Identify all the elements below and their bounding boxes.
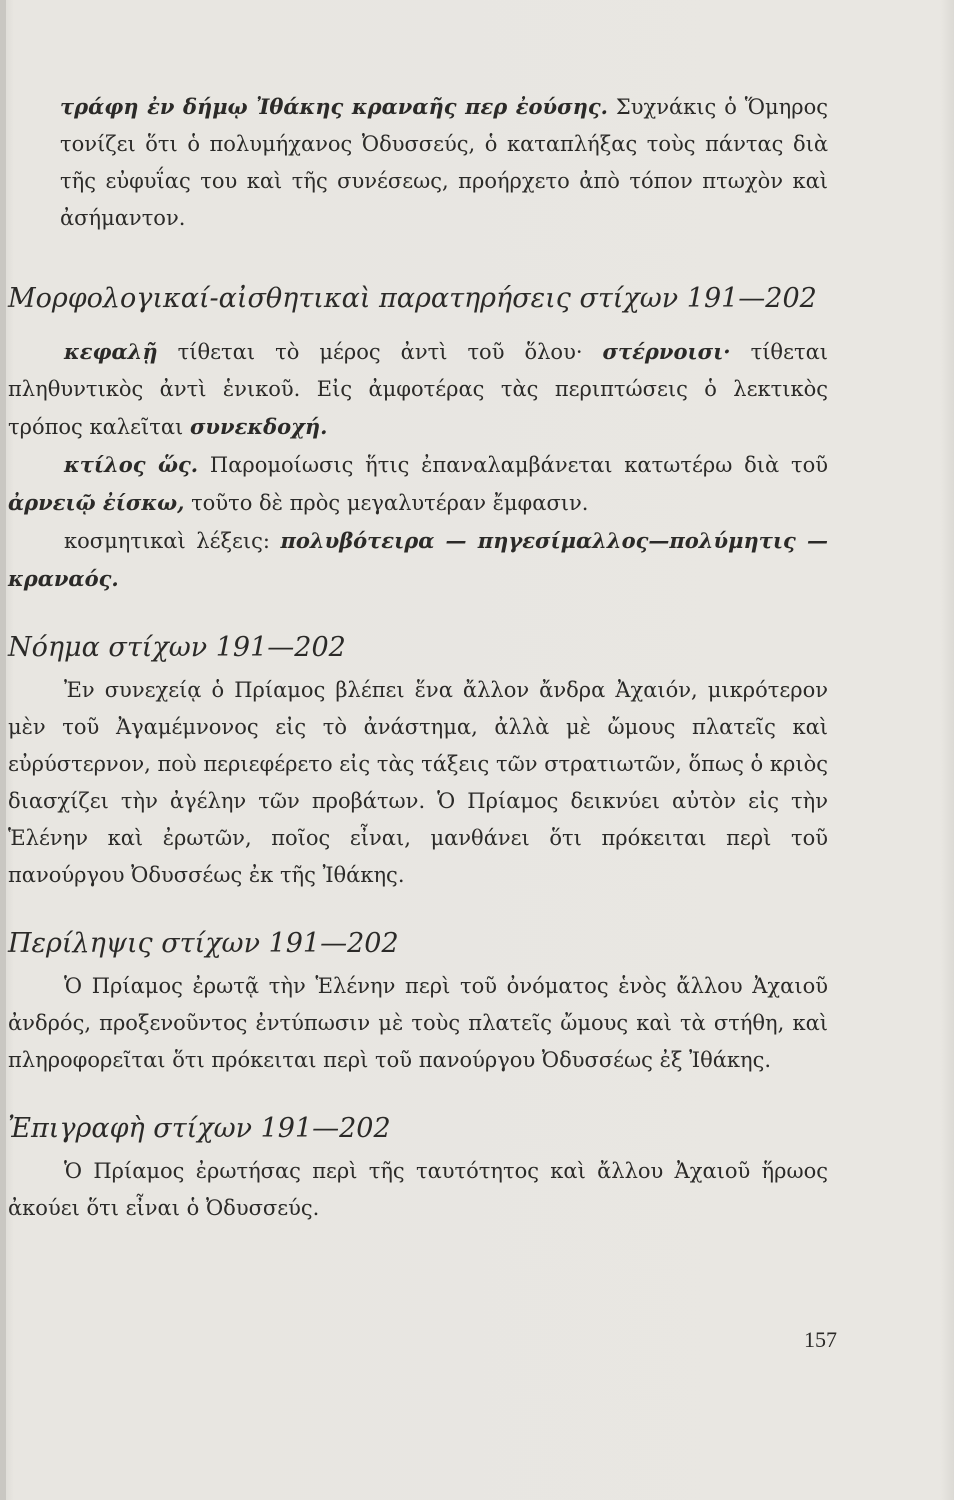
- paragraph-kefali: κεφαλῇ τίθεται τὸ μέρος ἀντὶ τοῦ ὅλου· στέρνοισι· τίθεται πληθυντικὸς ἀντὶ ἑνικοῦ. Εἰς ἀμφοτέρας τὰς περιπτώσεις ὁ λεκτικὸς τρόπος καλεῖται συνεκδοχή.: [8, 339, 828, 439]
- paragraph-kosmitikai: κοσμητικαὶ λέξεις: πολυβότειρα — πηγεσίμαλλος—πολύμητις —κραναός.: [8, 528, 828, 591]
- paragraph-noima: Ἐν συνεχείᾳ ὁ Πρίαμος βλέπει ἕνα ἄλλον ἄνδρα Ἀχαιόν, μικρότερον μὲν τοῦ Ἀγαμέμνονος εἰς τὸ ἀνάστημα, ἀλλὰ μὲ ὤμους πλατεῖς καὶ εὐρύστερνον, ποὺ περιεφέρετο εἰς τὰς τάξεις τῶν στρατιωτῶν, ὅπως ὁ κριὸς διασχίζει τὴν ἀγέλην τῶν προβάτων. Ὁ Πρίαμος δεικνύει αὐτὸν εἰς τὴν Ἑλένην καὶ ἐρωτῶν, ποῖος εἶναι, μανθάνει ὅτι πρόκειται περὶ τοῦ πανούργου Ὀδυσσέως ἐκ τῆς Ἰθάκης.: [8, 678, 828, 887]
- paragraph-epigrafi: Ὁ Πρίαμος ἐρωτήσας περὶ τῆς ταυτότητος καὶ ἄλλου Ἀχαιοῦ ἥρωος ἀκούει ὅτι εἶναι ὁ Ὀδυσσεύς.: [8, 1159, 828, 1220]
- heading-noima: Νόημα στίχων 191—202: [8, 632, 346, 663]
- paragraph-ktilos: κτίλος ὥς. Παρομοίωσις ἥτις ἐπαναλαμβάνεται κατωτέρω διὰ τοῦ ἀρνειῷ ἐίσκω, τοῦτο δὲ πρὸς μεγαλυτέραν ἔμφασιν.: [8, 452, 829, 515]
- paragraph-perilipsis: Ὁ Πρίαμος ἐρωτᾷ τὴν Ἑλένην περὶ τοῦ ὀνόματος ἑνὸς ἄλλου Ἀχαιοῦ ἀνδρός, προξενοῦντος ἐντύπωσιν μὲ τοὺς πλατεῖς ὤμους καὶ τὰ στήθη, καὶ πληροφορεῖται ὅτι πρόκειται περὶ τοῦ πανούργου Ὀδυσσέως ἐξ Ἰθάκης.: [8, 974, 828, 1072]
- intro-text: Συχνάκις ὁ Ὅμηρος τονίζει ὅτι ὁ πολυμήχανος Ὀδυσσεύς, ὁ καταπλήξας τοὺς πάντας διὰ τῆς εὐφυΐας του καὶ τῆς συνέσεως, προήρχετο ἀπὸ τόπον πτωχὸν καὶ ἀσήμαντον.: [60, 95, 829, 230]
- intro-paragraph: [60, 88, 828, 237]
- heading-epigrafi: Ἐπιγραφὴ στίχων 191—202: [8, 1113, 391, 1144]
- heading-perilipsis: Περίληψις στίχων 191—202: [8, 928, 399, 959]
- page-body: [8, 88, 828, 1227]
- intro-quote: τράφη ἐν δήμῳ Ἰθάκης κραναῆς περ ἐούσης.: [60, 94, 608, 119]
- page-gutter: [0, 0, 6, 1500]
- heading-morphology: Μορφολογικαί-αἰσθητικαὶ παρατηρήσεις στίχων 191—202: [8, 283, 817, 314]
- page-number: 157: [804, 1327, 837, 1352]
